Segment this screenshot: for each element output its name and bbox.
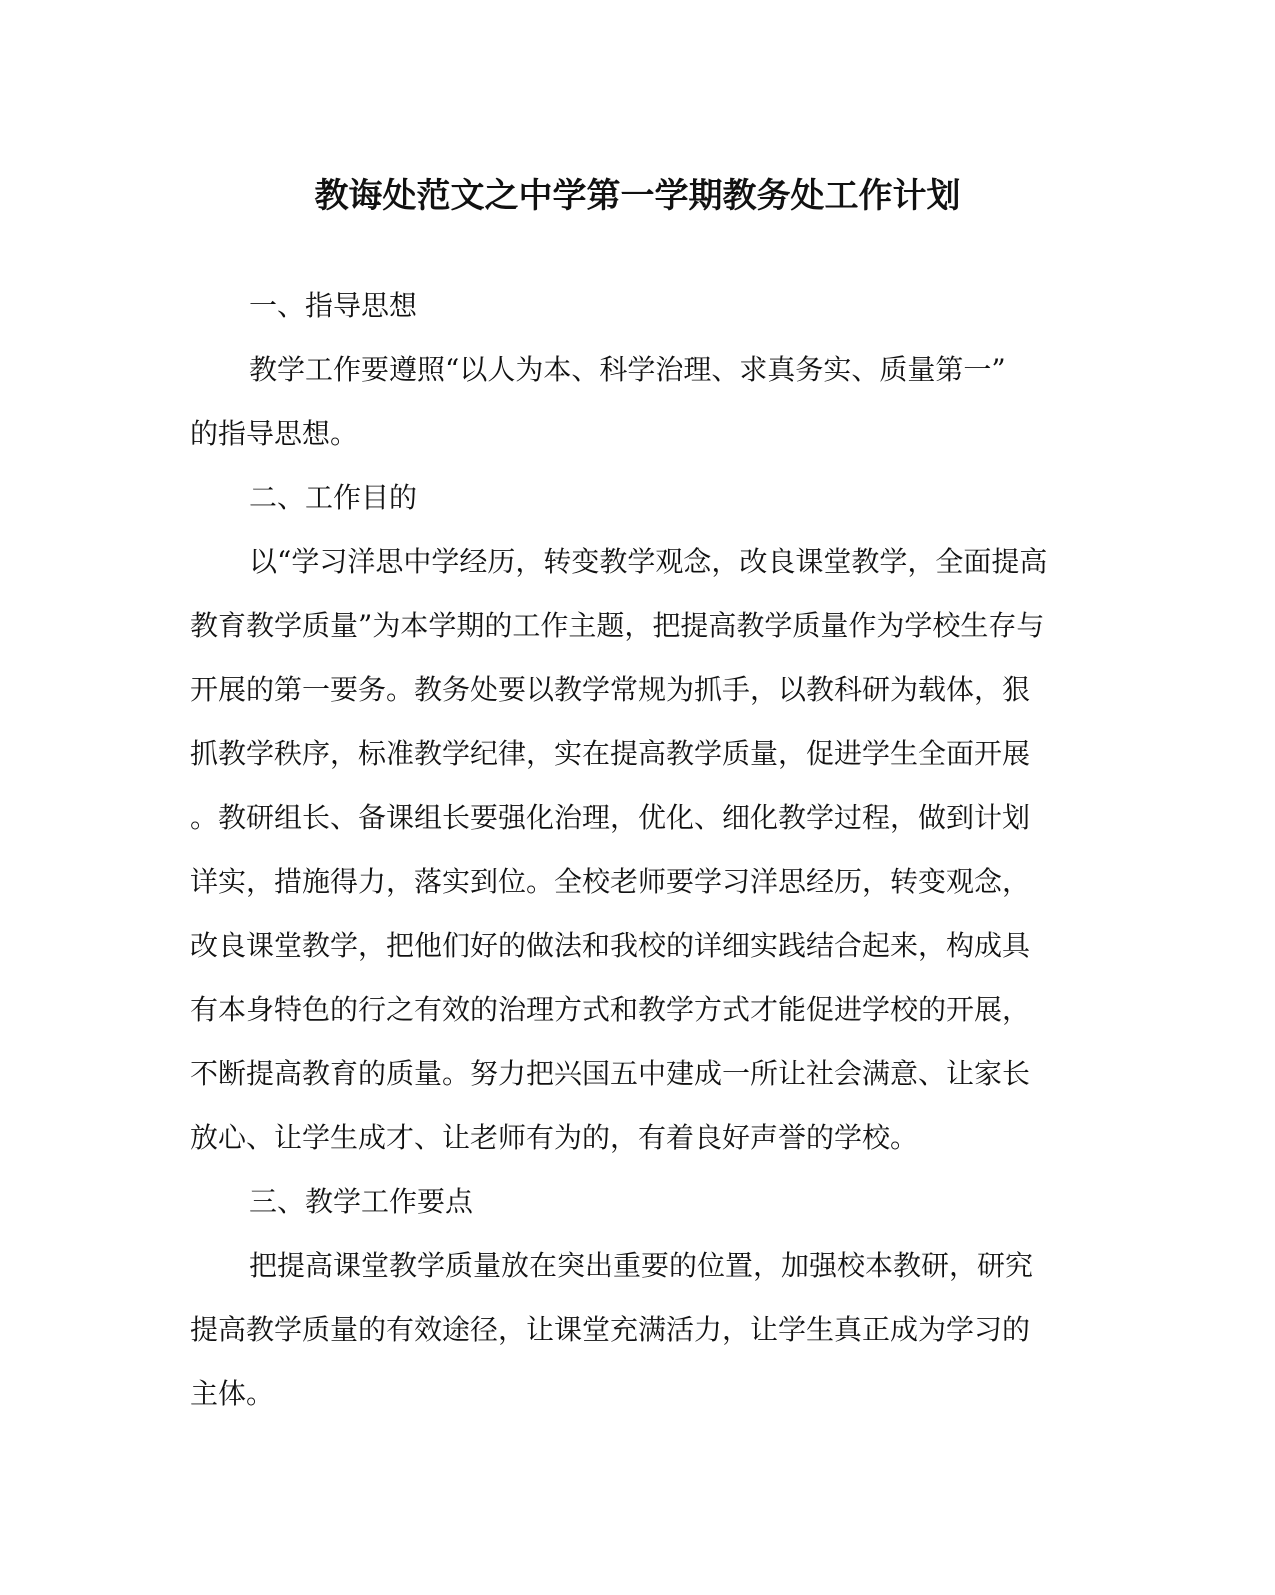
paragraph-line: 提高教学质量的有效途径，让课堂充满活力，让学生真正成为学习的 bbox=[190, 1313, 1031, 1346]
paragraph-line: 改良课堂教学，把他们好的做法和我校的详细实践结合起来，构成具 bbox=[190, 929, 1031, 962]
paragraph-line: 。教研组长、备课组长要强化治理，优化、细化教学过程，做到计划 bbox=[190, 801, 1031, 834]
paragraph-line: 详实，措施得力，落实到位。全校老师要学习洋思经历，转变观念， bbox=[190, 865, 1031, 898]
paragraph-line: 的指导思想。 bbox=[190, 417, 359, 450]
paragraph-line: 开展的第一要务。教务处要以教学常规为抓手，以教科研为载体，狠 bbox=[190, 673, 1031, 706]
document-title: 教诲处范文之中学第一学期教务处工作计划 bbox=[314, 176, 961, 216]
paragraph-line: 教育教学质量”为本学期的工作主题，把提高教学质量作为学校生存与 bbox=[190, 609, 1045, 642]
paragraph-line: 把提高课堂教学质量放在突出重要的位置，加强校本教研，研究 bbox=[249, 1249, 1034, 1282]
section-heading-1: 一、指导思想 bbox=[249, 289, 418, 322]
paragraph-line: 主体。 bbox=[190, 1377, 275, 1410]
paragraph-line: 以“学习洋思中学经历，转变教学观念，改良课堂教学，全面提高 bbox=[249, 545, 1048, 578]
paragraph-line: 抓教学秩序，标准教学纪律，实在提高教学质量，促进学生全面开展 bbox=[190, 737, 1031, 770]
paragraph-line: 有本身特色的行之有效的治理方式和教学方式才能促进学校的开展， bbox=[190, 993, 1031, 1026]
paragraph-line: 放心、让学生成才、让老师有为的，有着良好声誉的学校。 bbox=[190, 1121, 919, 1154]
section-heading-3: 三、教学工作要点 bbox=[249, 1185, 474, 1218]
paragraph-line: 不断提高教育的质量。努力把兴国五中建成一所让社会满意、让家长 bbox=[190, 1057, 1031, 1090]
paragraph-line: 教学工作要遵照“以人为本、科学治理、求真务实、质量第一” bbox=[249, 353, 1006, 386]
section-heading-2: 二、工作目的 bbox=[249, 481, 418, 514]
